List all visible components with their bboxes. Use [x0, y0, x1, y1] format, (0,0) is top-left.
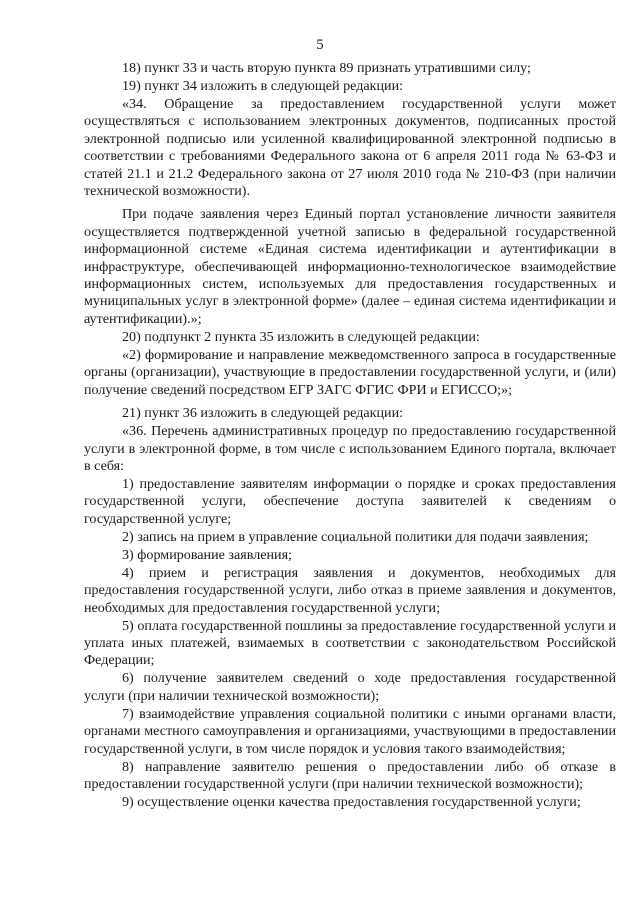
list-item-4: 4) прием и регистрация заявления и документов, необходимых для предоставления государственной услуги, либо отказ в приеме заявления и документов, необходимых для предоставления государственной услуги;: [84, 564, 616, 616]
page-number: 5: [316, 37, 324, 53]
paragraph-portal-identity: При подаче заявления через Единый портал установление личности заявителя осуществляется подтвержденной учетной записью в федеральной государственной информационной системе «Единая система идентификации и аутентификации в инфраструктуре, обеспечивающей информационно-технологическое взаимодействие информационных систем, используемых для предоставления государственных и муниципальных услуг в электронной форме» (далее – единая система идентификации и аутентификации).»;: [84, 206, 616, 327]
document-body: [84, 60, 616, 811]
paragraph-35-2: «2) формирование и направление межведомственного запроса в государственные органы (организации), участвующие в предоставлении государственной услуги, и (или) получение сведений посредством ЕГР ЗАГС ФГИС ФРИ и ЕГИССО;»;: [84, 346, 616, 398]
list-item-8: 8) направление заявителю решения о предоставлении либо об отказе в предоставлении государственной услуги (при наличии технической возможности);: [84, 758, 616, 792]
list-item-3: 3) формирование заявления;: [122, 546, 292, 563]
list-item-5: 5) оплата государственной пошлины за предоставление государственной услуги и уплата иных платежей, взимаемых в соответствии с законодательством Российской Федерации;: [84, 617, 616, 669]
paragraph-20: 20) подпункт 2 пункта 35 изложить в следующей редакции:: [122, 328, 480, 345]
list-item-9: 9) осуществление оценки качества предоставления государственной услуги;: [122, 793, 581, 810]
list-item-6: 6) получение заявителем сведений о ходе предоставления государственной услуги (при наличии технической возможности);: [84, 670, 616, 704]
paragraph-21: 21) пункт 36 изложить в следующей редакции:: [122, 405, 404, 422]
list-item-1: 1) предоставление заявителям информации о порядке и сроках предоставления государственной услуги, обеспечение доступа заявителей к сведениям о государственной услуге;: [84, 475, 616, 527]
paragraph-19: 19) пункт 34 изложить в следующей редакции:: [122, 78, 404, 94]
list-item-7: 7) взаимодействие управления социальной политики с иными органами власти, органами местного самоуправления и организациями, участвующими в предоставлении государственной услуги, в том числе порядок и условия такого взаимодействия;: [84, 705, 616, 757]
paragraph-36: «36. Перечень административных процедур по предоставлению государственной услуги в электронной форме, в том числе с использованием Единого портала, включает в себя:: [84, 423, 616, 474]
list-item-2: 2) запись на прием в управление социальной политики для подачи заявления;: [122, 528, 589, 545]
paragraph-18: 18) пункт 33 и часть вторую пункта 89 признать утратившими силу;: [122, 60, 531, 76]
paragraph-34: «34. Обращение за предоставлением государственной услуги может осуществляться с использованием электронных документов, подписанных простой электронной подписью или усиленной квалифицированной электронной подписью в соответствии с требованиями Федерального закона от 6 апреля 2011 года № 63-ФЗ и статей 21.1 и 21.2 Федерального закона от 27 июля 2010 года № 210-ФЗ (при наличии технической возможности).: [84, 96, 616, 200]
